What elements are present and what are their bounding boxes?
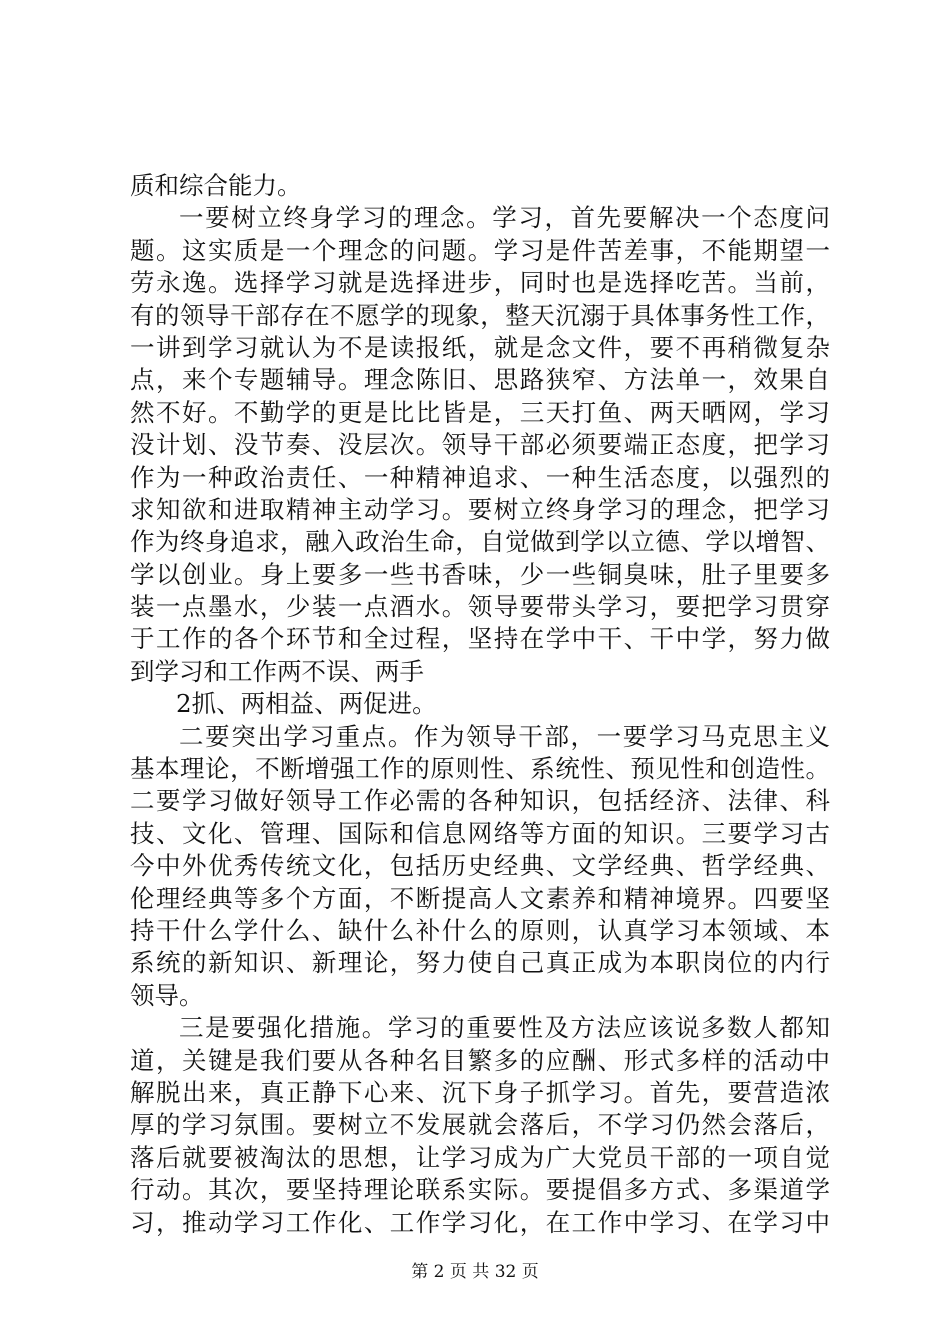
text-line: 然不好。不勤学的更是比比皆是，三天打鱼、两天晒网，学习 xyxy=(130,397,830,427)
page-footer: 第 2 页 共 32 页 xyxy=(411,1262,539,1282)
text-line: 作为终身追求，融入政治生命，自觉做到学以立德、学以增智、 xyxy=(130,527,830,557)
text-line: 有的领导干部存在不愿学的现象，整天沉溺于具体事务性工作， xyxy=(130,300,830,330)
document-body xyxy=(130,170,830,1239)
text-line: 持干什么学什么、缺什么补什么的原则，认真学习本领域、本 xyxy=(130,915,830,945)
text-line: 作为一种政治责任、一种精神追求、一种生活态度，以强烈的 xyxy=(130,462,830,492)
text-line: 于工作的各个环节和全过程，坚持在学中干、干中学，努力做 xyxy=(130,624,830,654)
text-line: 行动。其次，要坚持理论联系实际。要提倡多方式、多渠道学 xyxy=(130,1175,830,1205)
text-line: 求知欲和进取精神主动学习。要树立终身学习的理念，把学习 xyxy=(130,494,830,524)
text-line: 厚的学习氛围。要树立不发展就会落后，不学习仍然会落后， xyxy=(130,1110,830,1140)
text-line: 点，来个专题辅导。理念陈旧、思路狭窄、方法单一，效果自 xyxy=(130,365,830,395)
text-line: 习，推动学习工作化、工作学习化，在工作中学习、在学习中 xyxy=(130,1207,830,1237)
text-line: 技、文化、管理、国际和信息网络等方面的知识。三要学习古 xyxy=(130,818,830,848)
text-line: 基本理论，不断增强工作的原则性、系统性、预见性和创造性。 xyxy=(130,754,830,784)
text-line: 劳永逸。选择学习就是选择进步，同时也是选择吃苦。当前， xyxy=(130,268,830,298)
text-line: 系统的新知识、新理论，努力使自己真正成为本职岗位的内行 xyxy=(130,948,830,978)
text-line: 一要树立终身学习的理念。学习，首先要解决一个态度问 xyxy=(179,203,830,233)
text-line: 落后就要被淘汰的思想，让学习成为广大党员干部的一项自觉 xyxy=(130,1142,830,1172)
text-line: 伦理经典等多个方面，不断提高人文素养和精神境界。四要坚 xyxy=(130,883,830,913)
text-line: 三是要强化措施。学习的重要性及方法应该说多数人都知 xyxy=(179,1013,830,1043)
text-line: 没计划、没节奏、没层次。领导干部必须要端正态度，把学习 xyxy=(130,430,830,460)
text-line: 装一点墨水，少装一点酒水。领导要带头学习，要把学习贯穿 xyxy=(130,592,830,622)
text-line: 道，关键是我们要从各种名目繁多的应酬、形式多样的活动中 xyxy=(130,1045,830,1075)
text-line: 一讲到学习就认为不是读报纸，就是念文件，要不再稍微复杂 xyxy=(130,332,830,362)
text-line: 解脱出来，真正静下心来、沉下身子抓学习。首先，要营造浓 xyxy=(130,1077,830,1107)
text-line: 质和综合能力。 xyxy=(130,171,302,200)
text-line: 题。这实质是一个理念的问题。学习是件苦差事，不能期望一 xyxy=(130,235,830,265)
text-line: 今中外优秀传统文化，包括历史经典、文学经典、哲学经典、 xyxy=(130,851,830,881)
text-line: 2抓、两相益、两促进。 xyxy=(176,689,437,719)
text-line: 二要学习做好领导工作必需的各种知识，包括经济、法律、科 xyxy=(130,786,830,816)
text-line: 二要突出学习重点。作为领导干部，一要学习马克思主义 xyxy=(179,721,830,751)
text-line: 领导。 xyxy=(130,980,204,1010)
text-line: 学以创业。身上要多一些书香味，少一些铜臭味，肚子里要多 xyxy=(130,559,830,589)
text-line: 到学习和工作两不误、两手 xyxy=(130,656,424,686)
